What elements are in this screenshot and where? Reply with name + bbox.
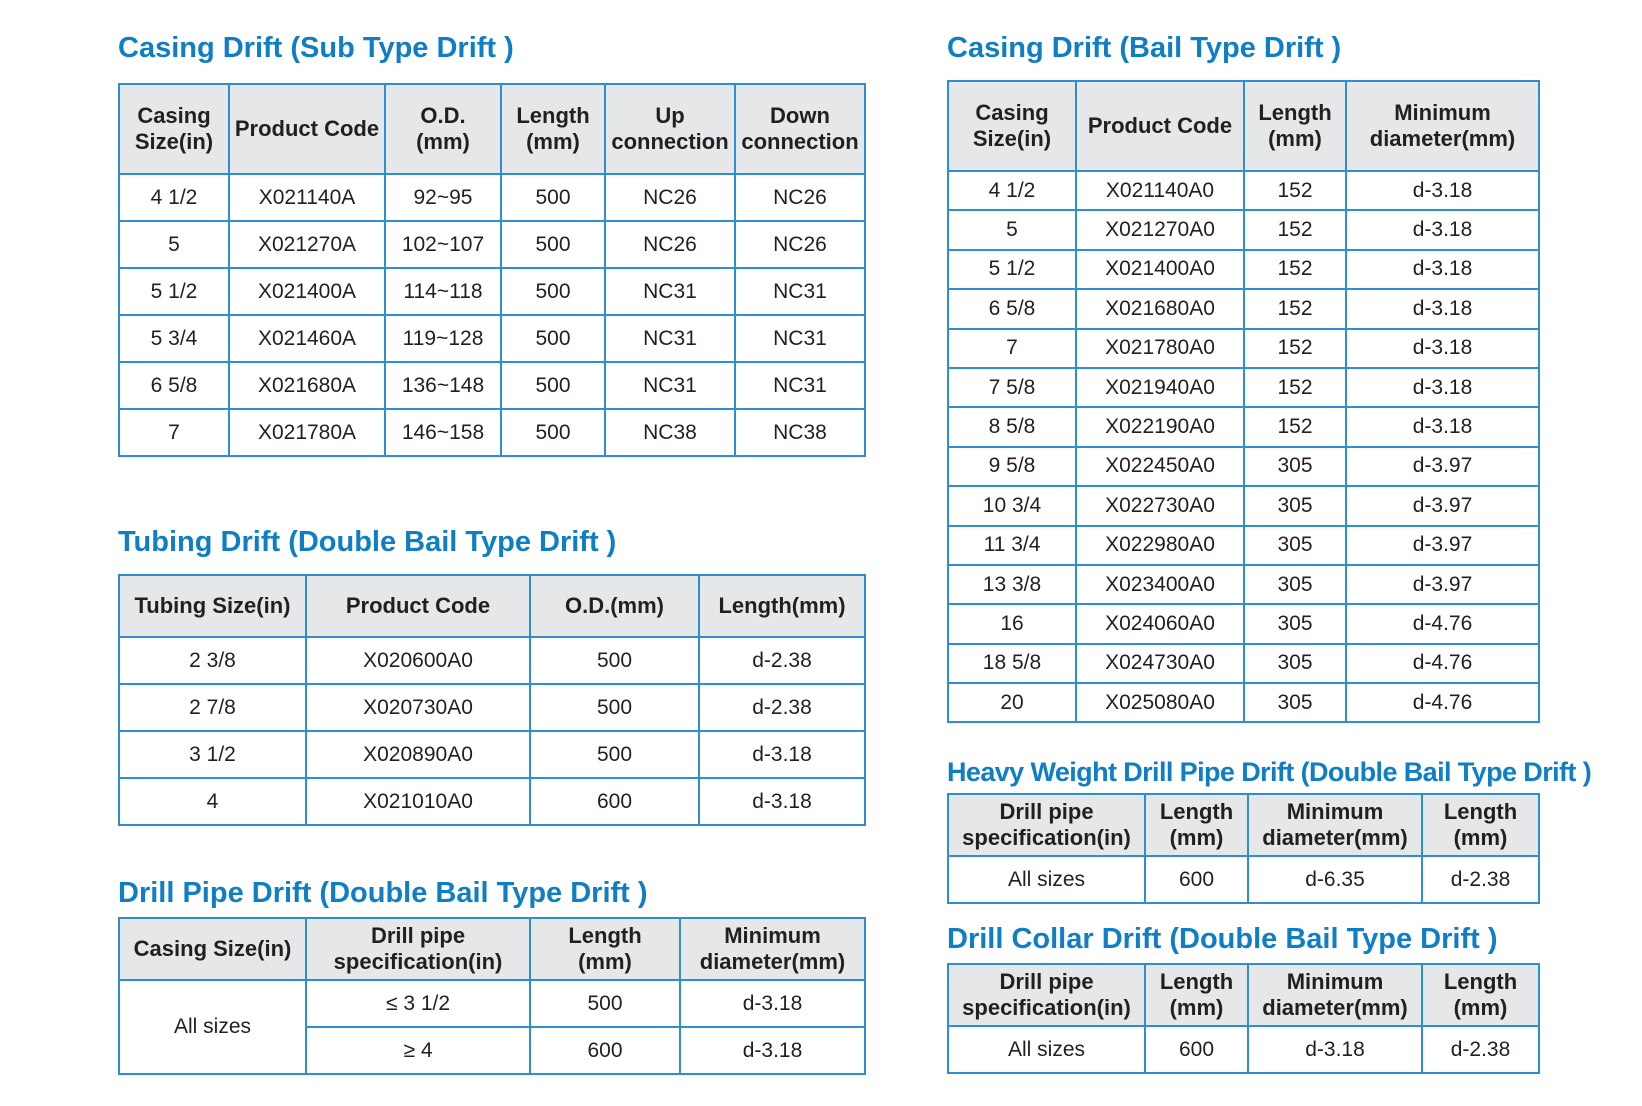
column-header: Length (mm) — [1422, 794, 1539, 856]
table-cell: d-3.97 — [1346, 447, 1539, 486]
column-header: Length (mm) — [530, 918, 680, 980]
table-cell: d-2.38 — [1422, 1026, 1539, 1073]
column-header: Length (mm) — [1422, 964, 1539, 1026]
table-row — [119, 409, 865, 456]
drill-collar-section — [947, 921, 1498, 957]
table-cell: X021940A0 — [1076, 368, 1244, 407]
table-cell: All sizes — [948, 856, 1145, 903]
column-header: Down connection — [735, 84, 865, 174]
tubing-table — [118, 574, 866, 826]
table-cell: 5 3/4 — [119, 315, 229, 362]
table-cell: 4 1/2 — [119, 174, 229, 221]
column-header: Drill pipe specification(in) — [948, 964, 1145, 1026]
table-row — [119, 684, 865, 731]
table-cell: d-3.18 — [1346, 329, 1539, 368]
hwdp-section — [947, 754, 1591, 790]
table-cell: 102~107 — [385, 221, 501, 268]
table-cell: X022730A0 — [1076, 486, 1244, 525]
table-cell: 305 — [1244, 565, 1346, 604]
table-cell: 7 — [119, 409, 229, 456]
table-row — [948, 644, 1539, 683]
table-cell: 600 — [530, 778, 699, 825]
merged-size-cell: All sizes — [119, 980, 306, 1074]
table-cell: d-2.38 — [699, 637, 865, 684]
drill-collar-table — [947, 963, 1540, 1074]
table-cell: 92~95 — [385, 174, 501, 221]
column-header: Length (mm) — [1145, 964, 1248, 1026]
column-header: Casing Size(in) — [948, 81, 1076, 171]
table-row — [948, 565, 1539, 604]
table-cell: X021400A0 — [1076, 250, 1244, 289]
table-cell: NC38 — [605, 409, 735, 456]
table-cell: d-3.18 — [1346, 368, 1539, 407]
table-cell: 2 3/8 — [119, 637, 306, 684]
column-header: Tubing Size(in) — [119, 575, 306, 637]
table-cell: d-3.18 — [1346, 171, 1539, 210]
table-cell: 152 — [1244, 210, 1346, 249]
table-cell: 2 7/8 — [119, 684, 306, 731]
table-cell: d-3.18 — [1346, 210, 1539, 249]
column-header: Product Code — [1076, 81, 1244, 171]
table-cell: 600 — [530, 1027, 680, 1074]
table-row — [948, 407, 1539, 446]
table-cell: X021780A0 — [1076, 329, 1244, 368]
table-cell: 305 — [1244, 644, 1346, 683]
table-cell: NC26 — [605, 174, 735, 221]
table-row — [948, 447, 1539, 486]
table-row — [948, 683, 1539, 722]
table-cell: 6 5/8 — [948, 289, 1076, 328]
hwdp-table — [947, 793, 1540, 904]
table-cell: 500 — [501, 174, 605, 221]
table-cell: 600 — [1145, 856, 1248, 903]
drill-pipe-title: Drill Pipe Drift (Double Bail Type Drift ) — [118, 877, 648, 909]
table-cell: X020730A0 — [306, 684, 530, 731]
casing-sub-section — [118, 30, 514, 66]
column-header: Minimum diameter(mm) — [680, 918, 865, 980]
table-row — [948, 250, 1539, 289]
table-cell: NC31 — [605, 315, 735, 362]
column-header: Product Code — [229, 84, 385, 174]
table-cell: 500 — [501, 268, 605, 315]
table-cell: d-3.18 — [699, 731, 865, 778]
table-cell: d-4.76 — [1346, 683, 1539, 722]
column-header: Length(mm) — [699, 575, 865, 637]
table-cell: d-3.18 — [1346, 250, 1539, 289]
table-row — [948, 171, 1539, 210]
table-cell: 9 5/8 — [948, 447, 1076, 486]
table-cell: 13 3/8 — [948, 565, 1076, 604]
table-cell: d-3.97 — [1346, 526, 1539, 565]
table-row — [948, 486, 1539, 525]
table-cell: X021680A0 — [1076, 289, 1244, 328]
table-row — [948, 604, 1539, 643]
table-cell: X021780A — [229, 409, 385, 456]
table-row — [119, 637, 865, 684]
casing-bail-title: Casing Drift (Bail Type Drift ) — [947, 32, 1342, 64]
table-cell: d-4.76 — [1346, 644, 1539, 683]
column-header: Minimum diameter(mm) — [1346, 81, 1539, 171]
table-cell: 500 — [501, 315, 605, 362]
table-cell: 5 — [948, 210, 1076, 249]
header-row — [948, 81, 1539, 171]
table-cell: 7 — [948, 329, 1076, 368]
table-cell: ≤ 3 1/2 — [306, 980, 530, 1027]
table-cell: d-3.18 — [699, 778, 865, 825]
casing-sub-table — [118, 83, 866, 457]
table-cell: d-2.38 — [699, 684, 865, 731]
column-header: Minimum diameter(mm) — [1248, 964, 1422, 1026]
column-header: Length (mm) — [501, 84, 605, 174]
table-cell: X021140A — [229, 174, 385, 221]
table-cell: 152 — [1244, 250, 1346, 289]
table-cell: 152 — [1244, 407, 1346, 446]
table-row — [948, 856, 1539, 903]
table-cell: ≥ 4 — [306, 1027, 530, 1074]
table-cell: X021270A — [229, 221, 385, 268]
table-cell: All sizes — [948, 1026, 1145, 1073]
table-cell: 146~158 — [385, 409, 501, 456]
table-cell: NC38 — [735, 409, 865, 456]
table-cell: 500 — [530, 731, 699, 778]
table-row — [119, 980, 865, 1027]
table-cell: d-3.18 — [680, 1027, 865, 1074]
table-cell: 305 — [1244, 683, 1346, 722]
casing-bail-section — [947, 30, 1341, 66]
table-cell: X021010A0 — [306, 778, 530, 825]
table-cell: NC31 — [605, 362, 735, 409]
column-header: Length (mm) — [1244, 81, 1346, 171]
table-cell: X024060A0 — [1076, 604, 1244, 643]
table-cell: NC26 — [605, 221, 735, 268]
header-row — [119, 918, 865, 980]
table-row — [948, 526, 1539, 565]
hwdp-title: Heavy Weight Drill Pipe Drift (Double Bail Type Drift ) — [947, 757, 1592, 787]
table-cell: d-2.38 — [1422, 856, 1539, 903]
drill-collar-title: Drill Collar Drift (Double Bail Type Drift ) — [947, 923, 1498, 955]
table-cell: X022450A0 — [1076, 447, 1244, 486]
table-cell: 7 5/8 — [948, 368, 1076, 407]
table-cell: NC31 — [735, 315, 865, 362]
table-cell: 500 — [501, 221, 605, 268]
column-header: O.D.(mm) — [530, 575, 699, 637]
table-cell: 305 — [1244, 447, 1346, 486]
table-cell: d-3.18 — [1248, 1026, 1422, 1073]
header-row — [119, 84, 865, 174]
column-header: Drill pipe specification(in) — [306, 918, 530, 980]
column-header: Product Code — [306, 575, 530, 637]
table-cell: d-3.97 — [1346, 565, 1539, 604]
casing-bail-table — [947, 80, 1540, 723]
column-header: Casing Size(in) — [119, 84, 229, 174]
table-cell: 600 — [1145, 1026, 1248, 1073]
table-cell: d-3.18 — [1346, 407, 1539, 446]
table-cell: 4 1/2 — [948, 171, 1076, 210]
table-cell: X023400A0 — [1076, 565, 1244, 604]
table-cell: 5 1/2 — [948, 250, 1076, 289]
table-cell: 136~148 — [385, 362, 501, 409]
table-cell: 500 — [501, 362, 605, 409]
column-header: Up connection — [605, 84, 735, 174]
table-cell: 500 — [530, 637, 699, 684]
tubing-title: Tubing Drift (Double Bail Type Drift ) — [118, 526, 617, 558]
table-row — [119, 731, 865, 778]
table-cell: 119~128 — [385, 315, 501, 362]
table-cell: 3 1/2 — [119, 731, 306, 778]
table-cell: 152 — [1244, 329, 1346, 368]
table-row — [948, 329, 1539, 368]
table-cell: d-3.18 — [1346, 289, 1539, 328]
table-cell: 152 — [1244, 171, 1346, 210]
table-row — [948, 368, 1539, 407]
column-header: Minimum diameter(mm) — [1248, 794, 1422, 856]
table-cell: d-6.35 — [1248, 856, 1422, 903]
table-cell: 114~118 — [385, 268, 501, 315]
table-cell: 4 — [119, 778, 306, 825]
tubing-section — [118, 524, 616, 560]
table-row — [119, 174, 865, 221]
table-row — [119, 315, 865, 362]
table-cell: X025080A0 — [1076, 683, 1244, 722]
column-header: O.D. (mm) — [385, 84, 501, 174]
table-cell: X021680A — [229, 362, 385, 409]
table-cell: X021460A — [229, 315, 385, 362]
header-row — [948, 964, 1539, 1026]
table-cell: X022190A0 — [1076, 407, 1244, 446]
table-cell: X020600A0 — [306, 637, 530, 684]
table-cell: NC31 — [735, 362, 865, 409]
table-row — [948, 289, 1539, 328]
table-row — [948, 1026, 1539, 1073]
table-row — [119, 268, 865, 315]
table-cell: 500 — [501, 409, 605, 456]
table-cell: 11 3/4 — [948, 526, 1076, 565]
table-cell: 20 — [948, 683, 1076, 722]
drill-pipe-table — [118, 917, 866, 1075]
table-row — [119, 778, 865, 825]
casing-sub-title: Casing Drift (Sub Type Drift ) — [118, 32, 514, 64]
table-cell: d-4.76 — [1346, 604, 1539, 643]
table-cell: 152 — [1244, 368, 1346, 407]
table-cell: 500 — [530, 980, 680, 1027]
table-row — [119, 362, 865, 409]
table-cell: 6 5/8 — [119, 362, 229, 409]
drill-pipe-section — [118, 875, 648, 911]
table-cell: 500 — [530, 684, 699, 731]
table-cell: 305 — [1244, 526, 1346, 565]
table-cell: 305 — [1244, 604, 1346, 643]
table-cell: NC26 — [735, 174, 865, 221]
column-header: Drill pipe specification(in) — [948, 794, 1145, 856]
table-row — [119, 221, 865, 268]
table-cell: d-3.97 — [1346, 486, 1539, 525]
table-cell: X024730A0 — [1076, 644, 1244, 683]
table-cell: X022980A0 — [1076, 526, 1244, 565]
table-row — [948, 210, 1539, 249]
column-header: Length (mm) — [1145, 794, 1248, 856]
table-cell: 5 — [119, 221, 229, 268]
table-cell: d-3.18 — [680, 980, 865, 1027]
header-row — [119, 575, 865, 637]
table-cell: 8 5/8 — [948, 407, 1076, 446]
header-row — [948, 794, 1539, 856]
table-cell: NC31 — [735, 268, 865, 315]
table-cell: X021270A0 — [1076, 210, 1244, 249]
table-cell: 10 3/4 — [948, 486, 1076, 525]
column-header: Casing Size(in) — [119, 918, 306, 980]
table-cell: 152 — [1244, 289, 1346, 328]
table-cell: 18 5/8 — [948, 644, 1076, 683]
table-cell: NC26 — [735, 221, 865, 268]
table-cell: 5 1/2 — [119, 268, 229, 315]
table-cell: 305 — [1244, 486, 1346, 525]
table-cell: 16 — [948, 604, 1076, 643]
table-cell: NC31 — [605, 268, 735, 315]
table-cell: X021140A0 — [1076, 171, 1244, 210]
table-cell: X020890A0 — [306, 731, 530, 778]
table-cell: X021400A — [229, 268, 385, 315]
